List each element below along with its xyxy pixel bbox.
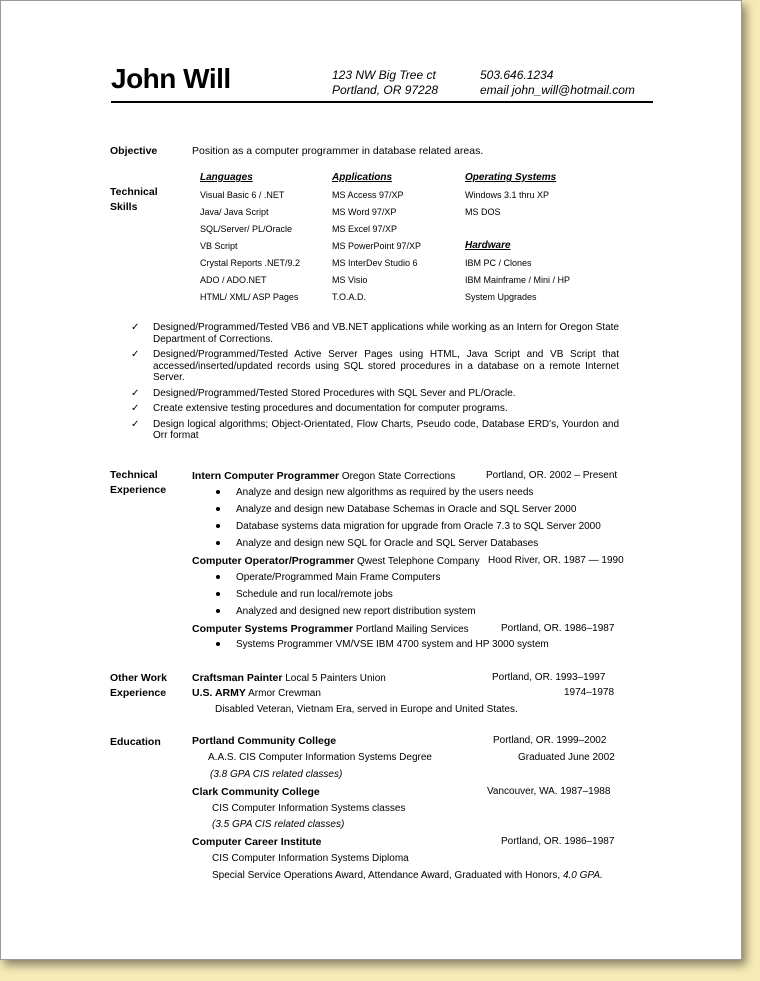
school-name: Portland Community College xyxy=(192,735,337,747)
job-role: Armor Crewman xyxy=(248,688,321,699)
highlights-list xyxy=(131,322,619,446)
other-job-1 xyxy=(192,672,386,684)
skill-item: Windows 3.1 thru XP xyxy=(465,190,550,200)
skill-item: IBM PC / Clones xyxy=(465,258,532,268)
job-location-dates: Portland, OR. 1986–1987 xyxy=(501,623,615,634)
skill-item: Visual Basic 6 / .NET xyxy=(200,190,285,200)
list-item: ✓ Designed/Programmed/Tested Stored Procedures with SQL Sever and PL/Oracle. xyxy=(131,387,516,399)
checkmark-icon: ✓ xyxy=(131,387,140,399)
skills-applications-column xyxy=(332,171,421,307)
list-item: Database systems data migration for upgrade from Oracle 7.3 to SQL Server 2000 xyxy=(216,521,601,532)
email-address: email john_will@hotmail.com xyxy=(480,83,635,97)
school-name: Clark Community College xyxy=(192,786,320,798)
skill-item: IBM Mainframe / Mini / HP xyxy=(465,275,571,285)
bullet-icon xyxy=(216,609,220,613)
job-title: Intern Computer Programmer xyxy=(192,470,340,482)
section-label-education: Education xyxy=(110,736,161,748)
school-name: Computer Career Institute xyxy=(192,836,322,848)
school-gpa: (3.8 GPA CIS related classes) xyxy=(210,769,343,780)
checkmark-icon: ✓ xyxy=(131,322,140,333)
skill-item: MS DOS xyxy=(465,207,501,217)
skill-item: SQL/Server/ PL/Oracle xyxy=(200,224,293,234)
list-item: Analyzed and designed new report distribution system xyxy=(216,606,476,617)
address-line-2: Portland, OR 97228 xyxy=(332,83,439,97)
job-company: Qwest Telephone Company xyxy=(356,556,480,567)
list-item: ✓ Design logical algorithms; Object-Orientated, Flow Charts, Pseudo code, Database ERD's, Yourdon and Orr format xyxy=(131,418,619,441)
phone-number: 503.646.1234 xyxy=(480,68,554,82)
list-item: Analyze and design new Database Schemas in Oracle and SQL Server 2000 xyxy=(216,504,576,515)
list-item: Systems Programmer VM/VSE IBM 4700 system and HP 3000 system xyxy=(216,639,549,650)
objective-text: Position as a computer programmer in database related areas. xyxy=(192,145,484,157)
school-location-dates: Vancouver, WA. 1987–1988 xyxy=(487,786,611,797)
list-item: Schedule and run local/remote jobs xyxy=(216,589,393,600)
other-job-2 xyxy=(192,687,321,699)
job-entry-1 xyxy=(192,470,455,482)
checkmark-icon: ✓ xyxy=(131,418,140,430)
school-location-dates: Portland, OR. 1986–1987 xyxy=(501,836,615,847)
job-location-dates: Hood River, OR. 1987 — 1990 xyxy=(488,555,624,566)
skills-hardware-heading: Hardware xyxy=(465,240,511,251)
school-location-dates: Portland, OR. 1999–2002 xyxy=(493,735,607,746)
skill-item: MS Excel 97/XP xyxy=(332,224,398,234)
job-location-dates: Portland, OR. 1993–1997 xyxy=(492,672,606,683)
address-line-1: 123 NW Big Tree ct xyxy=(332,68,436,82)
bullet-icon xyxy=(216,592,220,596)
school-graduated: Graduated June 2002 xyxy=(518,752,615,763)
skills-languages-column xyxy=(200,171,300,307)
list-item: ✓ Create extensive testing procedures and documentation for computer programs. xyxy=(131,403,508,414)
section-label-other-work: Other Work Experience xyxy=(110,672,167,699)
list-item: ✓ Designed/Programmed/Tested VB6 and VB.NET applications while working as an Intern for Oregon State Department of Corrections. xyxy=(131,322,619,345)
skills-languages-heading: Languages xyxy=(200,172,253,183)
checkmark-icon: ✓ xyxy=(131,403,140,414)
job-title: U.S. ARMY xyxy=(192,687,246,699)
school-detail: CIS Computer Information Systems classes xyxy=(212,803,406,814)
section-label-skills: Technical Skills xyxy=(110,186,158,213)
job-company: Portland Mailing Services xyxy=(355,624,469,635)
job-location-dates: Portland, OR. 2002 – Present xyxy=(486,470,618,481)
list-item: ✓ Designed/Programmed/Tested Active Server Pages using HTML, Java Script and VB Script that accessed/inserted/updated records using SQL stored procedures in a database on a remote Internet Server. xyxy=(131,349,619,383)
candidate-name: John Will xyxy=(111,63,231,94)
job-title: Computer Operator/Programmer xyxy=(192,555,355,567)
skill-item: System Upgrades xyxy=(465,292,537,302)
school-detail: CIS Computer Information Systems Diploma xyxy=(212,853,409,864)
bullet-icon xyxy=(216,490,220,494)
contact-block xyxy=(480,68,635,98)
list-item: Analyze and design new algorithms as required by the users needs xyxy=(216,487,533,498)
skill-item: MS Word 97/XP xyxy=(332,207,397,217)
skill-item: HTML/ XML/ ASP Pages xyxy=(200,292,299,302)
section-label-objective: Objective xyxy=(110,145,158,157)
job-title: Computer Systems Programmer xyxy=(192,623,354,635)
skill-item: VB Script xyxy=(200,241,238,251)
bullet-icon xyxy=(216,642,220,646)
bullet-icon xyxy=(216,541,220,545)
job-company: Oregon State Corrections xyxy=(341,471,456,482)
checkmark-icon: ✓ xyxy=(131,349,140,360)
job-dates: 1974–1978 xyxy=(564,687,615,698)
address-block xyxy=(332,68,438,98)
job-title: Craftsman Painter xyxy=(192,672,283,684)
school-degree: A.A.S. CIS Computer Information Systems Degree xyxy=(208,752,432,763)
job-company: Local 5 Painters Union xyxy=(285,673,386,684)
other-work-note: Disabled Veteran, Vietnam Era, served in Europe and United States. xyxy=(215,704,518,715)
bullet-icon xyxy=(216,524,220,528)
skill-item: ADO / ADO.NET xyxy=(200,275,267,285)
skill-item: T.O.A.D. xyxy=(332,292,367,302)
skill-item: MS PowerPoint 97/XP xyxy=(332,241,422,251)
job-entry-3 xyxy=(192,623,469,635)
bullet-icon xyxy=(216,575,220,579)
skills-os-heading: Operating Systems xyxy=(465,172,557,183)
skill-item: MS Access 97/XP xyxy=(332,190,404,200)
skill-item: MS InterDev Studio 6 xyxy=(332,258,418,268)
school-awards: Special Service Operations Award, Attendance Award, Graduated with Honors, 4.0 GPA. xyxy=(212,870,603,881)
skill-item: Crystal Reports .NET/9.2 xyxy=(200,258,301,268)
skill-item: Java/ Java Script xyxy=(200,207,269,217)
skill-spacer xyxy=(465,222,570,239)
skills-applications-heading: Applications xyxy=(332,172,393,183)
bullet-icon xyxy=(216,507,220,511)
section-label-experience: Technical Experience xyxy=(110,469,167,496)
skill-item: MS Visio xyxy=(332,275,368,285)
list-item: Operate/Programmed Main Frame Computers xyxy=(216,572,441,583)
header-divider xyxy=(111,101,653,103)
job-entry-2 xyxy=(192,555,480,567)
school-gpa: 4.0 GPA. xyxy=(562,870,603,881)
list-item: Analyze and design new SQL for Oracle and SQL Server Databases xyxy=(216,538,538,549)
school-gpa: (3.5 GPA CIS related classes) xyxy=(212,819,345,830)
skills-os-column xyxy=(465,171,570,307)
